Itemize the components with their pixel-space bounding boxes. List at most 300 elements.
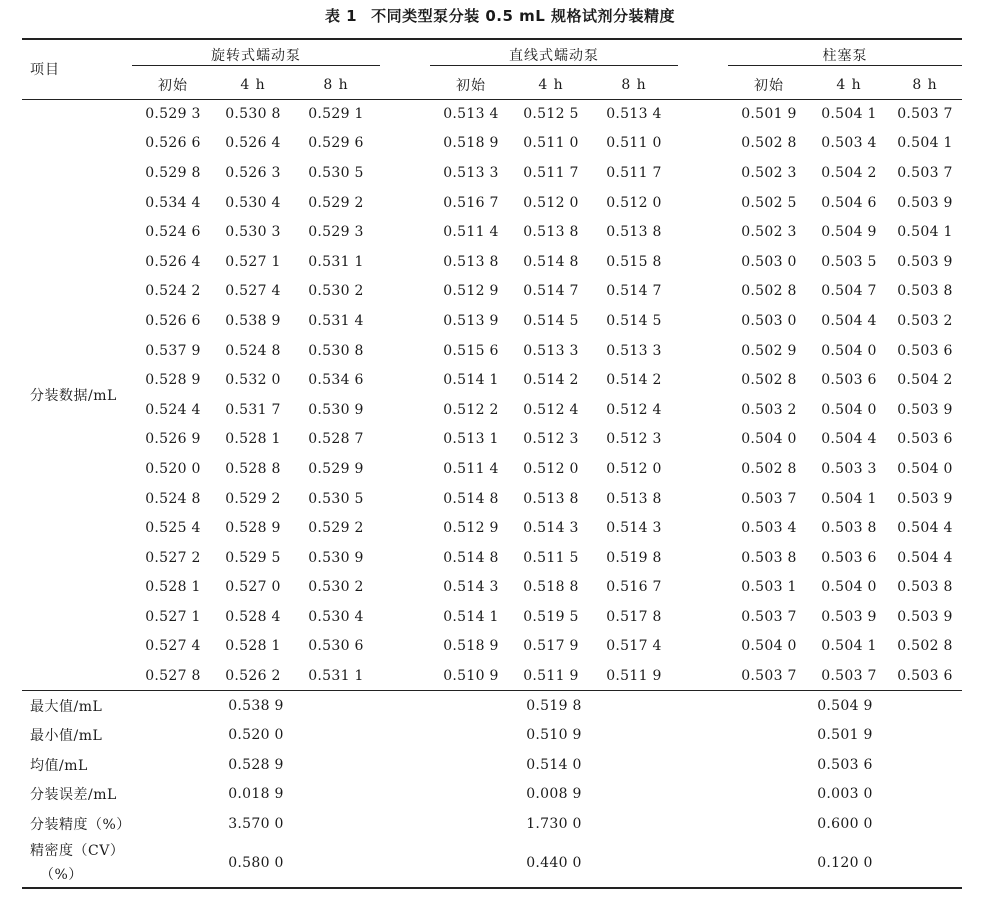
gap: [678, 395, 728, 425]
stat-value: 0.600 0: [817, 816, 873, 833]
stat-value: 1.730 0: [526, 816, 582, 833]
data-cell: 0.531 7: [225, 401, 281, 418]
gap: [380, 306, 430, 336]
data-cell: 0.517 8: [606, 608, 662, 625]
gap: [380, 247, 430, 277]
gap: [380, 720, 430, 750]
data-cell: 0.528 7: [308, 431, 364, 448]
data-cell: 0.502 8: [897, 638, 953, 655]
stat-value: 0.519 8: [430, 691, 678, 721]
data-cell: 0.527 0: [225, 579, 281, 596]
data-cell: 0.512 0: [523, 194, 579, 211]
stat-value: 0.538 9: [132, 691, 380, 721]
stat-value: 0.018 9: [228, 786, 284, 803]
gap: [678, 336, 728, 366]
stat-label: 最小值/mL: [30, 728, 103, 745]
table-row: [22, 365, 962, 395]
data-cell: 0.504 1: [897, 135, 953, 152]
data-cell: 0.528 1: [225, 638, 281, 655]
data-cell: 0.513 9: [443, 312, 499, 329]
data-cell: 0.503 7: [821, 667, 877, 684]
gap: [678, 247, 728, 277]
data-cell: 0.511 5: [523, 549, 579, 566]
data-cell: 0.503 6: [821, 372, 877, 389]
stat-value: 0.440 0: [430, 839, 678, 888]
data-cell: 0.517 9: [523, 638, 579, 655]
data-cell: 0.511 0: [523, 135, 579, 152]
table-row: [22, 306, 962, 336]
data-cell: 0.517 4: [606, 638, 662, 655]
data-cell: 0.504 7: [821, 283, 877, 300]
data-cell: 0.529 2: [308, 520, 364, 537]
stat-label: 分装精度（%）: [30, 817, 131, 834]
subcol-4h: 4 h: [538, 76, 564, 93]
data-cell: 0.503 4: [821, 135, 877, 152]
data-cell: 0.502 8: [741, 135, 797, 152]
stat-row: [22, 809, 962, 839]
data-cell: 0.512 2: [443, 401, 499, 418]
gap: [380, 513, 430, 543]
data-cell: 0.512 9: [443, 283, 499, 300]
data-cell: 0.513 4: [590, 99, 678, 129]
data-cell: 0.528 9: [145, 372, 201, 389]
gap: [678, 99, 728, 129]
group-header-rotary: [132, 39, 380, 71]
data-cell: 0.538 9: [225, 312, 281, 329]
data-cell: 0.527 2: [145, 549, 201, 566]
data-cell: 0.513 8: [523, 224, 579, 241]
data-cell: 0.530 8: [308, 342, 364, 359]
gap: [380, 691, 430, 721]
data-cell: 0.528 9: [225, 520, 281, 537]
group-label-rotary: 旋转式蠕动泵: [132, 45, 380, 66]
data-cell: 0.503 9: [897, 194, 953, 211]
data-cell: 0.520 0: [145, 460, 201, 477]
gap: [678, 750, 728, 780]
data-cell: 0.526 2: [225, 667, 281, 684]
table-number: 表 1: [324, 7, 358, 25]
stat-label: 均值/mL: [30, 757, 88, 774]
gap: [678, 277, 728, 307]
gap: [678, 543, 728, 573]
data-cell: 0.504 0: [741, 431, 797, 448]
table-row: [22, 661, 962, 691]
data-cell: 0.501 9: [728, 99, 810, 129]
data-cell: 0.503 7: [741, 490, 797, 507]
data-cell: 0.503 7: [897, 164, 953, 181]
data-cell: 0.518 9: [443, 638, 499, 655]
stat-value: 0.501 9: [817, 727, 873, 744]
data-cell: 0.503 1: [741, 579, 797, 596]
data-cell: 0.534 6: [308, 372, 364, 389]
data-cell: 0.502 8: [741, 372, 797, 389]
data-cell: 0.516 7: [443, 194, 499, 211]
data-cell: 0.504 0: [741, 638, 797, 655]
data-cell: 0.512 9: [443, 520, 499, 537]
gap: [380, 365, 430, 395]
data-cell: 0.503 5: [821, 253, 877, 270]
gap: [678, 661, 728, 691]
gap: [380, 780, 430, 810]
data-cell: 0.516 7: [606, 579, 662, 596]
data-cell: 0.504 0: [821, 579, 877, 596]
data-cell: 0.503 3: [821, 460, 877, 477]
gap: [678, 217, 728, 247]
data-cell: 0.530 4: [308, 608, 364, 625]
data-cell: 0.513 3: [523, 342, 579, 359]
gap: [380, 395, 430, 425]
data-cell: 0.514 1: [443, 608, 499, 625]
table-row: [22, 99, 962, 129]
table-caption: [0, 6, 1000, 26]
data-cell: 0.512 5: [512, 99, 590, 129]
data-cell: 0.524 8: [225, 342, 281, 359]
stat-value: 3.570 0: [228, 816, 284, 833]
data-cell: 0.537 9: [145, 342, 201, 359]
subcol-4h: 4 h: [240, 76, 266, 93]
data-cell: 0.530 9: [308, 549, 364, 566]
stat-value: 0.504 9: [728, 691, 962, 721]
data-cell: 0.514 2: [606, 372, 662, 389]
gap: [678, 780, 728, 810]
gap: [380, 217, 430, 247]
data-cell: 0.518 9: [443, 135, 499, 152]
data-cell: 0.528 8: [225, 460, 281, 477]
table-row: [22, 602, 962, 632]
gap: [380, 632, 430, 662]
data-cell: 0.514 8: [443, 549, 499, 566]
data-cell: 0.514 5: [523, 312, 579, 329]
data-cell: 0.529 6: [308, 135, 364, 152]
gap: [380, 188, 430, 218]
group-header-linear: [430, 39, 678, 71]
gap: [380, 71, 430, 99]
data-cell: 0.511 9: [606, 667, 662, 684]
data-cell: 0.514 3: [443, 579, 499, 596]
data-body: [22, 99, 962, 888]
data-cell: 0.513 8: [443, 253, 499, 270]
stat-row: [22, 691, 962, 721]
data-cell: 0.514 8: [523, 253, 579, 270]
data-cell: 0.530 6: [308, 638, 364, 655]
table-row: [22, 129, 962, 159]
table-row: [22, 395, 962, 425]
stat-row: [22, 839, 962, 888]
data-cell: 0.526 9: [145, 431, 201, 448]
data-cell: 0.530 5: [308, 490, 364, 507]
data-cell: 0.526 4: [145, 253, 201, 270]
data-cell: 0.513 4: [430, 99, 512, 129]
gap: [678, 425, 728, 455]
data-cell: 0.503 8: [741, 549, 797, 566]
data-cell: 0.514 2: [523, 372, 579, 389]
gap: [380, 573, 430, 603]
gap: [678, 71, 728, 99]
subcol-8h: 8 h: [912, 76, 938, 93]
data-cell: 0.530 8: [214, 99, 292, 129]
data-cell: 0.515 6: [443, 342, 499, 359]
table-row: [22, 632, 962, 662]
data-cell: 0.524 6: [145, 224, 201, 241]
data-cell: 0.514 3: [523, 520, 579, 537]
data-cell: 0.530 5: [308, 164, 364, 181]
gap: [678, 632, 728, 662]
data-cell: 0.513 3: [606, 342, 662, 359]
item-header: 项目: [22, 39, 132, 99]
data-cell: 0.515 8: [606, 253, 662, 270]
gap: [380, 425, 430, 455]
stat-value: 0.503 6: [817, 756, 873, 773]
data-cell: 0.502 9: [741, 342, 797, 359]
table-row: [22, 543, 962, 573]
data-cell: 0.528 4: [225, 608, 281, 625]
stat-row: [22, 750, 962, 780]
data-cell: 0.503 9: [897, 490, 953, 507]
data-cell: 0.502 3: [741, 164, 797, 181]
data-cell: 0.503 9: [897, 608, 953, 625]
table-row: [22, 336, 962, 366]
precision-table: [22, 38, 962, 889]
gap: [380, 484, 430, 514]
gap: [380, 277, 430, 307]
data-cell: 0.503 9: [821, 608, 877, 625]
stat-row: [22, 780, 962, 810]
data-cell: 0.503 6: [897, 667, 953, 684]
data-cell: 0.528 1: [145, 579, 201, 596]
gap: [678, 306, 728, 336]
data-cell: 0.524 8: [145, 490, 201, 507]
data-cell: 0.503 8: [897, 579, 953, 596]
stat-label-line1: 精密度（CV）: [30, 842, 125, 859]
data-cell: 0.527 1: [225, 253, 281, 270]
data-cell: 0.503 7: [741, 667, 797, 684]
data-cell: 0.529 9: [308, 460, 364, 477]
data-cell: 0.513 3: [443, 164, 499, 181]
stat-value: 0.003 0: [817, 786, 873, 803]
data-cell: 0.514 3: [606, 520, 662, 537]
subcol-initial: 初始: [754, 77, 784, 94]
data-cell: 0.504 1: [821, 490, 877, 507]
gap: [678, 188, 728, 218]
data-cell: 0.530 2: [308, 283, 364, 300]
data-cell: 0.512 0: [606, 194, 662, 211]
data-cell: 0.504 1: [821, 638, 877, 655]
stat-label: 分装误差/mL: [30, 787, 117, 804]
data-cell: 0.510 9: [443, 667, 499, 684]
data-cell: 0.526 4: [225, 135, 281, 152]
table-row: [22, 484, 962, 514]
stat-value: 0.008 9: [526, 786, 582, 803]
subcol-initial: 初始: [456, 77, 486, 94]
gap: [678, 129, 728, 159]
table-title: 不同类型泵分装 0.5 mL 规格试剂分装精度: [371, 7, 676, 25]
stat-value: 0.510 9: [526, 727, 582, 744]
data-cell: 0.530 2: [308, 579, 364, 596]
data-cell: 0.531 1: [308, 253, 364, 270]
group-label-linear: 直线式蠕动泵: [430, 45, 678, 66]
data-cell: 0.511 9: [523, 667, 579, 684]
data-cell: 0.503 6: [897, 431, 953, 448]
table-row: [22, 277, 962, 307]
gap: [380, 543, 430, 573]
data-cell: 0.502 5: [741, 194, 797, 211]
data-cell: 0.502 8: [741, 460, 797, 477]
subcol-8h: 8 h: [621, 76, 647, 93]
gap: [678, 839, 728, 888]
data-cell: 0.504 1: [897, 224, 953, 241]
data-cell: 0.526 6: [145, 135, 201, 152]
data-cell: 0.514 5: [606, 312, 662, 329]
header-row-groups: [22, 39, 962, 71]
data-cell: 0.512 3: [523, 431, 579, 448]
data-cell: 0.527 8: [145, 667, 201, 684]
data-cell: 0.526 6: [145, 312, 201, 329]
header-row-subcols: [22, 71, 962, 99]
data-cell: 0.504 4: [821, 312, 877, 329]
gap: [380, 39, 430, 71]
data-cell: 0.512 0: [606, 460, 662, 477]
data-cell: 0.513 8: [523, 490, 579, 507]
gap: [380, 454, 430, 484]
stat-value: 0.120 0: [728, 839, 962, 888]
data-cell: 0.502 8: [741, 283, 797, 300]
data-cell: 0.514 7: [606, 283, 662, 300]
data-cell: 0.504 2: [897, 372, 953, 389]
group-label-plunger: 柱塞泵: [728, 45, 962, 66]
table-row: [22, 247, 962, 277]
data-cell: 0.504 4: [821, 431, 877, 448]
gap: [380, 336, 430, 366]
data-cell: 0.504 1: [810, 99, 888, 129]
data-cell: 0.519 8: [606, 549, 662, 566]
gap: [678, 691, 728, 721]
data-cell: 0.524 2: [145, 283, 201, 300]
data-cell: 0.514 8: [443, 490, 499, 507]
data-cell: 0.511 0: [606, 135, 662, 152]
data-cell: 0.503 2: [897, 312, 953, 329]
data-cell: 0.512 0: [523, 460, 579, 477]
gap: [678, 484, 728, 514]
gap: [678, 39, 728, 71]
data-cell: 0.529 2: [308, 194, 364, 211]
data-cell: 0.524 4: [145, 401, 201, 418]
data-label: 分装数据/mL: [22, 99, 132, 691]
gap: [678, 720, 728, 750]
data-cell: 0.504 0: [821, 401, 877, 418]
data-cell: 0.530 4: [225, 194, 281, 211]
group-header-plunger: [728, 39, 962, 71]
data-cell: 0.504 4: [897, 520, 953, 537]
data-cell: 0.503 0: [741, 312, 797, 329]
gap: [678, 454, 728, 484]
data-cell: 0.504 0: [821, 342, 877, 359]
table-row: [22, 573, 962, 603]
data-cell: 0.513 8: [606, 224, 662, 241]
gap: [380, 158, 430, 188]
data-cell: 0.512 4: [523, 401, 579, 418]
data-cell: 0.511 7: [523, 164, 579, 181]
data-cell: 0.519 5: [523, 608, 579, 625]
gap: [380, 809, 430, 839]
data-cell: 0.530 9: [308, 401, 364, 418]
gap: [380, 750, 430, 780]
data-cell: 0.534 4: [145, 194, 201, 211]
stat-value: 0.514 0: [526, 756, 582, 773]
data-cell: 0.518 8: [523, 579, 579, 596]
data-cell: 0.512 4: [606, 401, 662, 418]
data-cell: 0.513 1: [443, 431, 499, 448]
data-cell: 0.503 0: [741, 253, 797, 270]
table-row: [22, 425, 962, 455]
data-cell: 0.527 1: [145, 608, 201, 625]
data-cell: 0.503 4: [741, 520, 797, 537]
gap: [678, 513, 728, 543]
data-cell: 0.527 4: [225, 283, 281, 300]
subcol-4h: 4 h: [836, 76, 862, 93]
data-cell: 0.511 4: [443, 460, 499, 477]
data-cell: 0.503 9: [897, 401, 953, 418]
gap: [678, 365, 728, 395]
data-cell: 0.503 6: [821, 549, 877, 566]
data-cell: 0.514 1: [443, 372, 499, 389]
data-cell: 0.528 1: [225, 431, 281, 448]
gap: [380, 129, 430, 159]
data-cell: 0.530 3: [225, 224, 281, 241]
stat-label: [22, 839, 132, 888]
gap: [678, 158, 728, 188]
gap: [380, 602, 430, 632]
data-cell: 0.503 2: [741, 401, 797, 418]
gap: [678, 573, 728, 603]
data-cell: 0.514 7: [523, 283, 579, 300]
data-cell: 0.526 3: [225, 164, 281, 181]
data-cell: 0.502 3: [741, 224, 797, 241]
table-row: [22, 454, 962, 484]
table-row: [22, 513, 962, 543]
data-cell: 0.504 4: [897, 549, 953, 566]
data-cell: 0.529 3: [308, 224, 364, 241]
gap: [380, 99, 430, 129]
stat-row: [22, 720, 962, 750]
data-cell: 0.504 6: [821, 194, 877, 211]
table-row: [22, 188, 962, 218]
stat-label: 最大值/mL: [22, 691, 132, 721]
gap: [380, 839, 430, 888]
data-cell: 0.529 5: [225, 549, 281, 566]
subcol-initial: 初始: [158, 77, 188, 94]
data-cell: 0.503 7: [741, 608, 797, 625]
data-cell: 0.529 1: [292, 99, 380, 129]
data-cell: 0.504 2: [821, 164, 877, 181]
stat-label-line2: （%）: [40, 866, 83, 883]
stat-value: 0.520 0: [228, 727, 284, 744]
table-row: [22, 217, 962, 247]
data-cell: 0.503 8: [821, 520, 877, 537]
data-cell: 0.503 7: [888, 99, 962, 129]
data-cell: 0.513 8: [606, 490, 662, 507]
data-cell: 0.503 8: [897, 283, 953, 300]
data-cell: 0.512 3: [606, 431, 662, 448]
data-cell: 0.529 3: [132, 99, 214, 129]
data-cell: 0.527 4: [145, 638, 201, 655]
gap: [380, 661, 430, 691]
data-cell: 0.529 8: [145, 164, 201, 181]
gap: [678, 602, 728, 632]
data-cell: 0.531 1: [308, 667, 364, 684]
data-cell: 0.531 4: [308, 312, 364, 329]
subcol-8h: 8 h: [323, 76, 349, 93]
data-cell: 0.525 4: [145, 520, 201, 537]
